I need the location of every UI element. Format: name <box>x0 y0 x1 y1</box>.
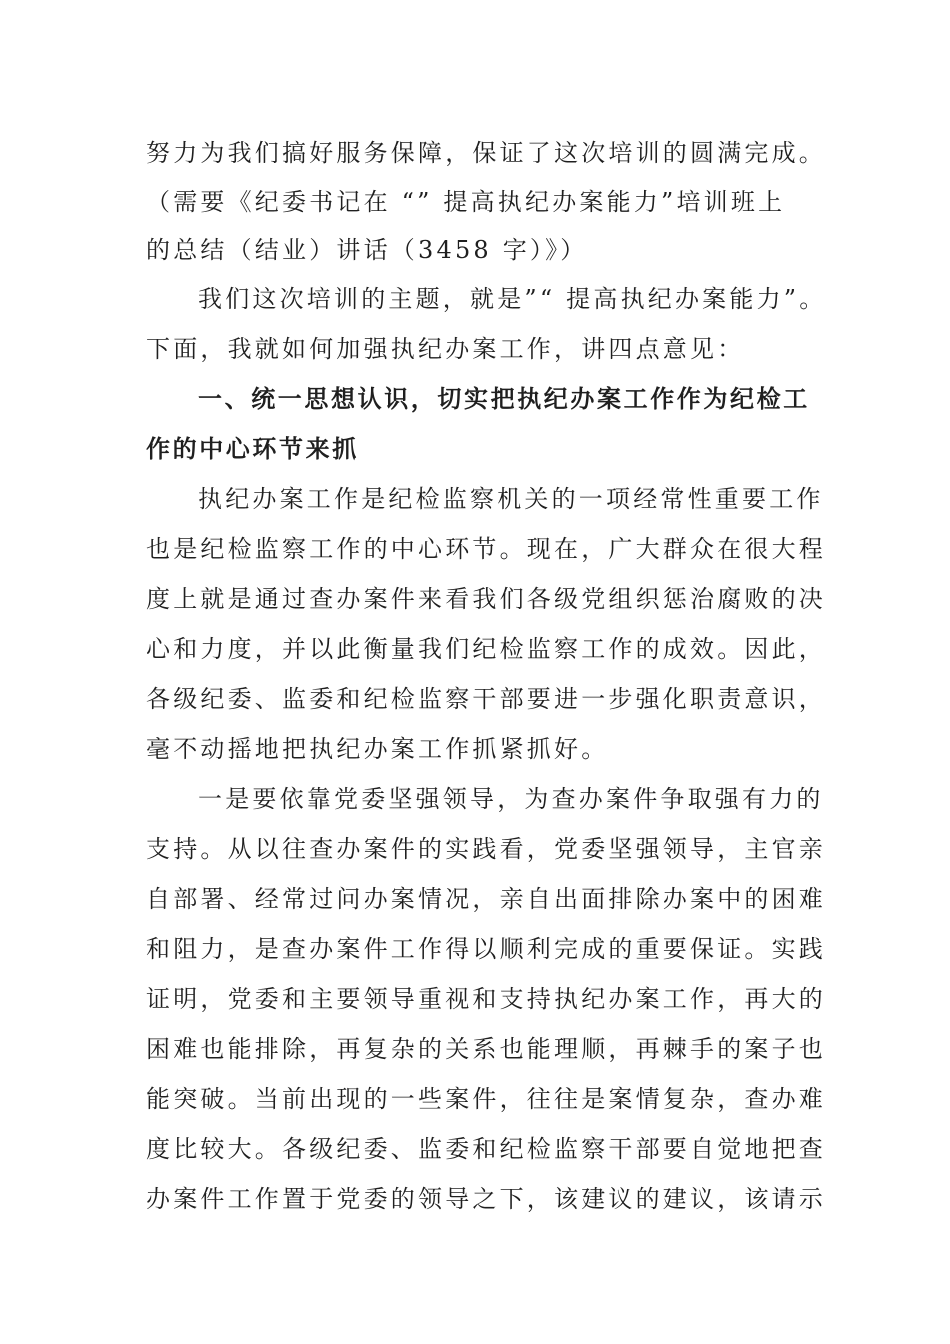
paragraph-line: 支持。从以往查办案件的实践看，党委坚强领导，主官亲 <box>146 835 826 863</box>
paragraph-line: 执纪办案工作是纪检监察机关的一项经常性重要工作 <box>198 485 824 513</box>
paragraph-line: 自部署、经常过问办案情况，亲自出面排除办案中的困难 <box>146 885 826 913</box>
paragraph-line: 毫不动摇地把执纪办案工作抓紧抓好。 <box>146 735 609 763</box>
paragraph-line: 度比较大。各级纪委、监委和纪检监察干部要自觉地把查 <box>146 1135 826 1163</box>
section-heading: 作的中心环节来抓 <box>146 435 359 463</box>
paragraph-line: 下面，我就如何加强执纪办案工作，讲四点意见： <box>146 335 745 363</box>
section-heading: 一、统一思想认识，切实把执纪办案工作作为纪检工 <box>198 385 810 413</box>
paragraph-line: 我们这次培训的主题，就是”“ 提高执纪办案能力”。 <box>198 285 827 313</box>
paragraph-line: 努力为我们搞好服务保障，保证了这次培训的圆满完成。 <box>146 139 826 167</box>
paragraph-line: 各级纪委、监委和纪检监察干部要进一步强化职责意识， <box>146 685 826 713</box>
paragraph-line: 度上就是通过查办案件来看我们各级党组织惩治腐败的决 <box>146 585 826 613</box>
paragraph-line: 心和力度，并以此衡量我们纪检监察工作的成效。因此， <box>146 635 826 663</box>
paragraph-line: 办案件工作置于党委的领导之下，该建议的建议，该请示 <box>146 1185 826 1213</box>
paragraph-line: 困难也能排除，再复杂的关系也能理顺，再棘手的案子也 <box>146 1035 826 1063</box>
paragraph-line: 的总结（结业）讲话（3458 字）》） <box>146 236 588 264</box>
paragraph-line: 能突破。当前出现的一些案件，往往是案情复杂，查办难 <box>146 1085 826 1113</box>
paragraph-line: 证明，党委和主要领导重视和支持执纪办案工作，再大的 <box>146 985 826 1013</box>
paragraph-line: 也是纪检监察工作的中心环节。现在，广大群众在很大程 <box>146 535 826 563</box>
paragraph-line: 一是要依靠党委坚强领导，为查办案件争取强有力的 <box>198 785 824 813</box>
paragraph-line: 和阻力，是查办案件工作得以顺利完成的重要保证。实践 <box>146 935 826 963</box>
document-body <box>146 128 826 1224</box>
paragraph-line: （需要《纪委书记在 “” 提高执纪办案能力”培训班上 <box>146 188 786 216</box>
